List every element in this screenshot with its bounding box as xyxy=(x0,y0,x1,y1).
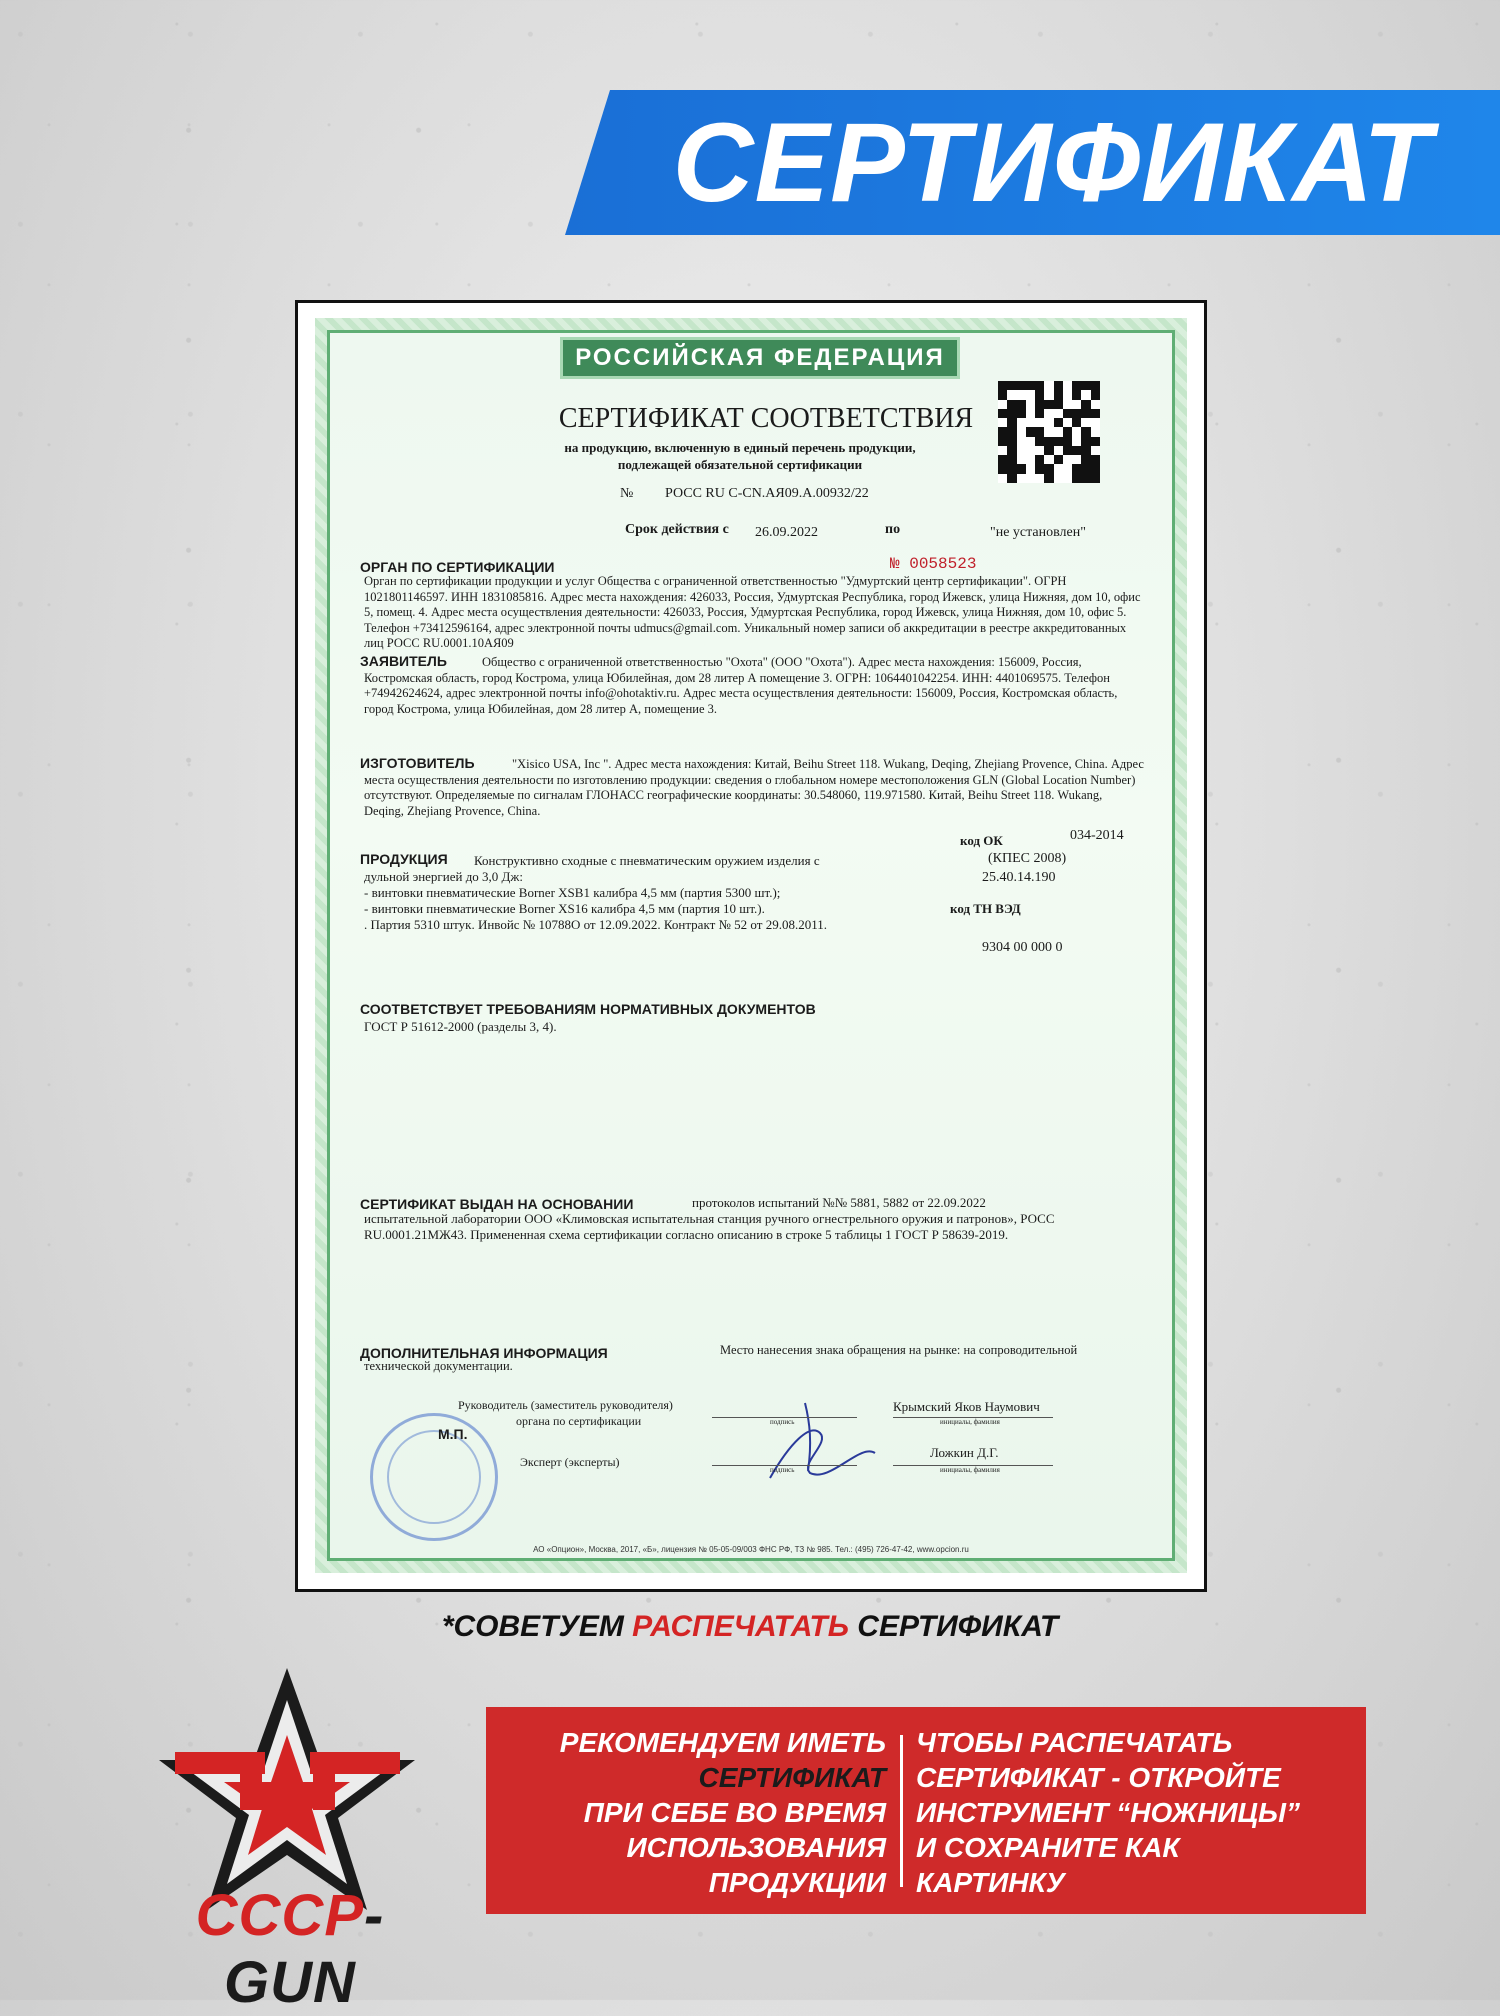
product-line: Конструктивно сходные с пневматическим оружием изделия с xyxy=(474,853,820,868)
head-label: Руководитель (заместитель руководителя) xyxy=(458,1398,673,1412)
extra-info-label: ДОПОЛНИТЕЛЬНАЯ ИНФОРМАЦИЯ xyxy=(360,1345,608,1361)
notice-right xyxy=(916,1725,1356,1900)
advice-prefix: *СОВЕТУЕМ xyxy=(441,1610,633,1643)
notice-line: ПРОДУКЦИИ xyxy=(708,1867,886,1898)
signature-icon xyxy=(750,1383,890,1493)
product-line: дульной энергией до 3,0 Дж: xyxy=(364,869,524,884)
notice-divider xyxy=(900,1735,903,1887)
product-line: - винтовки пневматические Borner XSB1 калибра 4,5 мм (партия 5300 шт.); xyxy=(364,885,781,900)
country-badge: РОССИЙСКАЯ ФЕДЕРАЦИЯ xyxy=(560,337,960,379)
ok-code-label: код ОК xyxy=(960,833,1003,848)
validity-from: 26.09.2022 xyxy=(755,525,818,540)
product-line: . Партия 5310 штук. Инвойс № 10788О от 12.09.2022. Контракт № 52 от 29.08.2011. xyxy=(364,917,827,932)
tnved-code: 9304 00 000 0 xyxy=(982,940,1063,955)
manufacturer-text: "Xisico USA, Inc ". Адрес места нахождения: Китай, Beihu Street 118. Wukang, Deqing, Zhejiang Provence, China. Адрес места осуществления деятельности по изготовлению продукции: сведения о глобальном номере местоположения GLN (Global Location Number) отсутствуют. Определяемые по сигналам ГЛОНАСС географические координаты: 30.548060, 119.971580. Китай, Beihu Street 118. Wukang, Deqing, Zhejiang Provence, China. xyxy=(364,757,1144,818)
conformity-label: СООТВЕТСТВУЕТ ТРЕБОВАНИЯМ НОРМАТИВНЫХ ДОКУМЕНТОВ xyxy=(360,1001,816,1017)
product-label: ПРОДУКЦИЯ xyxy=(360,851,448,867)
certificate-body xyxy=(327,330,1175,1561)
basis-protocols: протоколов испытаний №№ 5881, 5882 от 22.09.2022 xyxy=(692,1195,986,1210)
seal-stamp xyxy=(370,1413,498,1541)
notice-line: КАРТИНКУ xyxy=(916,1867,1065,1898)
notice-line: ИНСТРУМЕНТ “НОЖНИЦЫ” xyxy=(916,1797,1300,1828)
subtitle-line: на продукцию, включенную в единый перечень продукции, xyxy=(564,440,916,455)
basis-label: СЕРТИФИКАТ ВЫДАН НА ОСНОВАНИИ xyxy=(360,1196,634,1212)
serial-value: 0058523 xyxy=(909,555,977,573)
certificate-footer: АО «Опцион», Москва, 2017, «Б», лицензия № 05-05-09/003 ФНС РФ, ТЗ № 985. Тел.: (495) 726-47-42, www.opcion.ru xyxy=(533,1545,969,1554)
expert-name: Ложкин Д.Г. xyxy=(930,1445,999,1460)
validity-to: "не установлен" xyxy=(990,525,1086,540)
notice-left xyxy=(496,1725,886,1900)
head-label: органа по сертификации xyxy=(516,1414,642,1428)
product-line: - винтовки пневматические Borner XS16 калибра 4,5 мм (партия 10 шт.). xyxy=(364,901,765,916)
conformity-text: ГОСТ Р 51612-2000 (разделы 3, 4). xyxy=(364,1019,557,1034)
notice-line: СЕРТИФИКАТ - ОТКРОЙТЕ xyxy=(916,1762,1281,1793)
certificate-title: СЕРТИФИКАТ СООТВЕТСТВИЯ xyxy=(558,403,974,434)
serial-prefix: № xyxy=(890,555,900,573)
notice-line: РЕКОМЕНДУЕМ ИМЕТЬ xyxy=(559,1727,886,1758)
certificate-number: РОСС RU С-CN.АЯ09.А.00932/22 xyxy=(665,486,869,501)
body-text: Орган по сертификации продукции и услуг Общества с ограниченной ответственностью "Удмуртский центр сертификации". ОГРН 1021801146597. ИНН 1831085816. Адрес места нахождения: 426033, Россия, Удмуртская Республика, город Ижевск, улица Нижняя, дом 10, офис 5, помещ. 4. Адрес места осуществления деятельности: 426033, Россия, Удмуртская Республика, город Ижевск, улица Нижняя, дом 10, офис 5. Телефон +73412596164, адрес электронной почты udmucs@gmail.com. Уникальный номер записи об аккредитации в реестре аккредитованных лиц РОСС RU.0001.10АЯ09 xyxy=(364,574,1141,650)
notice-line: И СОХРАНИТЕ КАК xyxy=(916,1832,1180,1863)
certificate-subtitle xyxy=(480,439,1000,473)
initials-caption: инициалы, фамилия xyxy=(940,1418,1000,1426)
number-label: № xyxy=(620,486,634,501)
brand-red: СССР xyxy=(195,1883,364,1948)
notice-box xyxy=(486,1707,1366,1914)
basis-text: испытательной лаборатории ООО «Климовская испытательная станция ручного огнестрельного оружия и патронов», РОСС RU.0001.21МЖ43. Примененная схема сертификации согласно описанию в строке 5 таблицы 1 ГОСТ Р 58639-2019. xyxy=(364,1211,1055,1242)
kpes-label: (КПЕС 2008) xyxy=(988,851,1067,866)
brand-name xyxy=(130,1882,450,2016)
manufacturer-label: ИЗГОТОВИТЕЛЬ xyxy=(360,755,475,771)
validity-to-label: по xyxy=(885,522,901,537)
ok-code: 034-2014 xyxy=(1070,828,1124,843)
certificate-document xyxy=(315,318,1187,1573)
head-name: Крымский Яков Наумович xyxy=(893,1399,1040,1414)
expert-label: Эксперт (эксперты) xyxy=(520,1455,620,1469)
star-logo-icon xyxy=(145,1660,430,1920)
notice-line: ПРИ СЕБЕ ВО ВРЕМЯ xyxy=(583,1797,886,1828)
tnved-label: код ТН ВЭД xyxy=(950,901,1021,916)
applicant-text: Общество с ограниченной ответственностью "Охота" (ООО "Охота"). Адрес места нахождения: 156009, Россия, Костромская область, город Кострома, улица Юбилейная, дом 28 литер А помещение 3. ОГРН: 1064401042254. ИНН: 4401069575. Телефон +74942624624, адрес электронной почты info@ohotaktiv.ru. Адрес места осуществления деятельности: 156009, Россия, Костромская область, город Кострома, улица Юбилейная, дом 28 литер А, помещение 3. xyxy=(364,655,1118,716)
applicant-label: ЗАЯВИТЕЛЬ xyxy=(360,653,447,669)
body-label: ОРГАН ПО СЕРТИФИКАЦИИ xyxy=(360,559,555,575)
notice-line: СЕРТИФИКАТ xyxy=(698,1762,886,1793)
banner-title: СЕРТИФИКАТ xyxy=(672,100,1433,225)
subtitle-line: подлежащей обязательной сертификации xyxy=(617,457,863,472)
print-advice xyxy=(0,1610,1500,1644)
mp-label: М.П. xyxy=(438,1426,468,1442)
serial-number xyxy=(890,556,976,572)
initials-caption: инициалы, фамилия xyxy=(940,1466,1000,1474)
kpes-code: 25.40.14.190 xyxy=(982,870,1056,885)
advice-highlight: РАСПЕЧАТАТЬ xyxy=(632,1610,849,1643)
signature-caption: подпись xyxy=(770,1418,795,1426)
notice-line: ИСПОЛЬЗОВАНИЯ xyxy=(626,1832,886,1863)
advice-suffix: СЕРТИФИКАТ xyxy=(848,1610,1059,1643)
extra-info-text: технической документации. xyxy=(364,1359,513,1373)
signature-caption: подпись xyxy=(770,1466,795,1474)
brand-dark: -GUN xyxy=(224,1883,385,2015)
notice-line: ЧТОБЫ РАСПЕЧАТАТЬ xyxy=(916,1727,1233,1758)
validity-label: Срок действия с xyxy=(625,522,729,537)
extra-info-text: Место нанесения знака обращения на рынке: на сопроводительной xyxy=(720,1343,1078,1357)
